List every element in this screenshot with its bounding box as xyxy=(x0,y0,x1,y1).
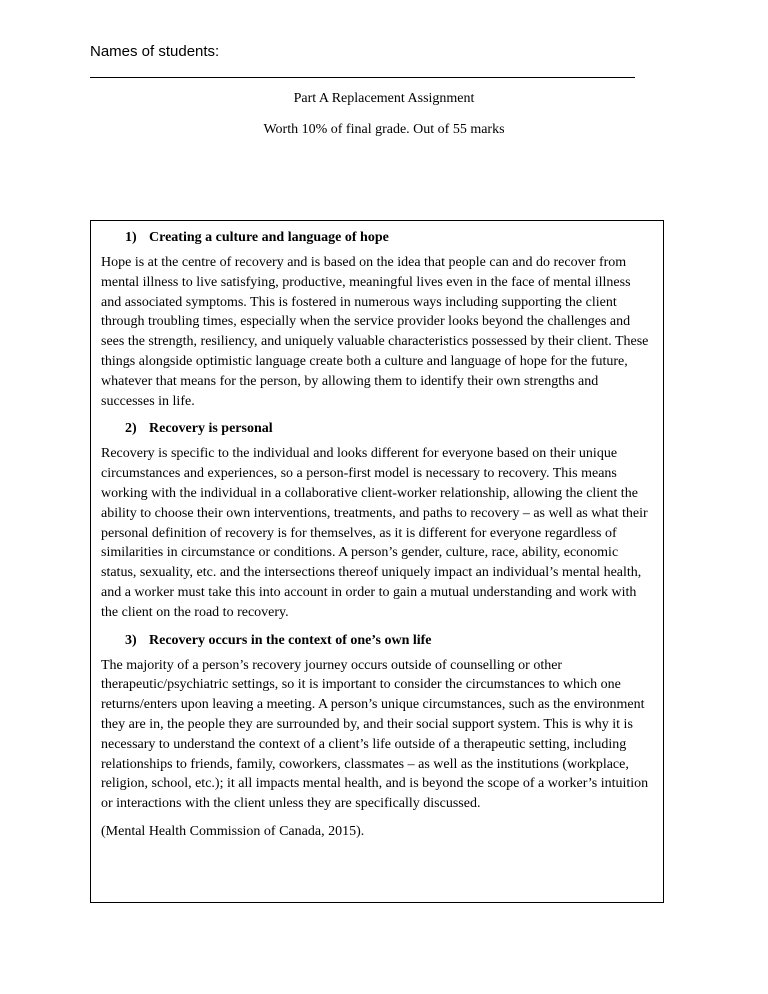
section-body-personal: Recovery is specific to the individual and looks different for everyone based on their unique circumstances and experiences, so a person-first model is necessary to recovery. This means working with the individual in a collaborative client-worker relationship, allowing the client the ability to choose their own interventions, treatments, and paths to recovery – as well as what their personal definition of recovery is for themselves, as it is different for everyone regardless of similarities in circumstance or conditions. A person’s gender, culture, race, ability, economic status, sexuality, etc. and the intersections thereof uniquely impact an individual’s mental health, and a worker must take this into account in order to gain a mutual understanding and work with the client on the road to recovery. xyxy=(101,446,648,620)
section-heading-personal xyxy=(101,419,653,438)
section-title: Recovery occurs in the context of one’s own life xyxy=(149,632,432,648)
section-number: 1) xyxy=(125,230,137,245)
section-title: Creating a culture and language of hope xyxy=(149,230,389,245)
section-body-context: The majority of a person’s recovery journey occurs outside of counselling or other therapeutic/psychiatric settings, so it is important to consider the circumstances to which one returns/enters upon leaving a meeting. A person’s unique circumstances, such as the environment they are in, the people they are surrounded by, and their social support system. This is why it is necessary to understand the context of a client’s life outside of a therapeutic setting, including relationships to friends, family, coworkers, classmates – as well as the institutions (workplace, religion, school, etc.); it all impacts mental health, and is beyond the scope of a worker’s intuition or interactions with the client unless they are specifically discussed. xyxy=(101,657,649,812)
section-body-hope: Hope is at the centre of recovery and is based on the idea that people can and do recover from mental illness to live satisfying, productive, meaningful lives even in the face of mental illness and associated symptoms. This is fostered in numerous ways including supporting the client through troubling times, especially when the service provider looks beyond the challenges and sees the strength, resiliency, and uniquely valuable characteristics possessed by their client. These things alongside optimistic language create both a culture and language of hope for the future, whatever that means for the person, by allowing them to identify their own strengths and successes in life. xyxy=(101,255,649,409)
citation: (Mental Health Commission of Canada, 2015). xyxy=(101,823,365,839)
section-number: 2) xyxy=(125,421,137,437)
answer-box xyxy=(90,220,664,903)
section-title: Recovery is personal xyxy=(149,421,273,437)
section-heading-context xyxy=(101,631,653,650)
names-underline xyxy=(90,77,635,78)
section-heading-hope xyxy=(101,228,653,247)
section-number: 3) xyxy=(125,632,137,648)
assignment-title: Part A Replacement Assignment xyxy=(293,91,475,106)
assignment-grade-info: Worth 10% of final grade. Out of 55 marks xyxy=(263,122,505,137)
names-of-students-label: Names of students: xyxy=(90,43,220,60)
